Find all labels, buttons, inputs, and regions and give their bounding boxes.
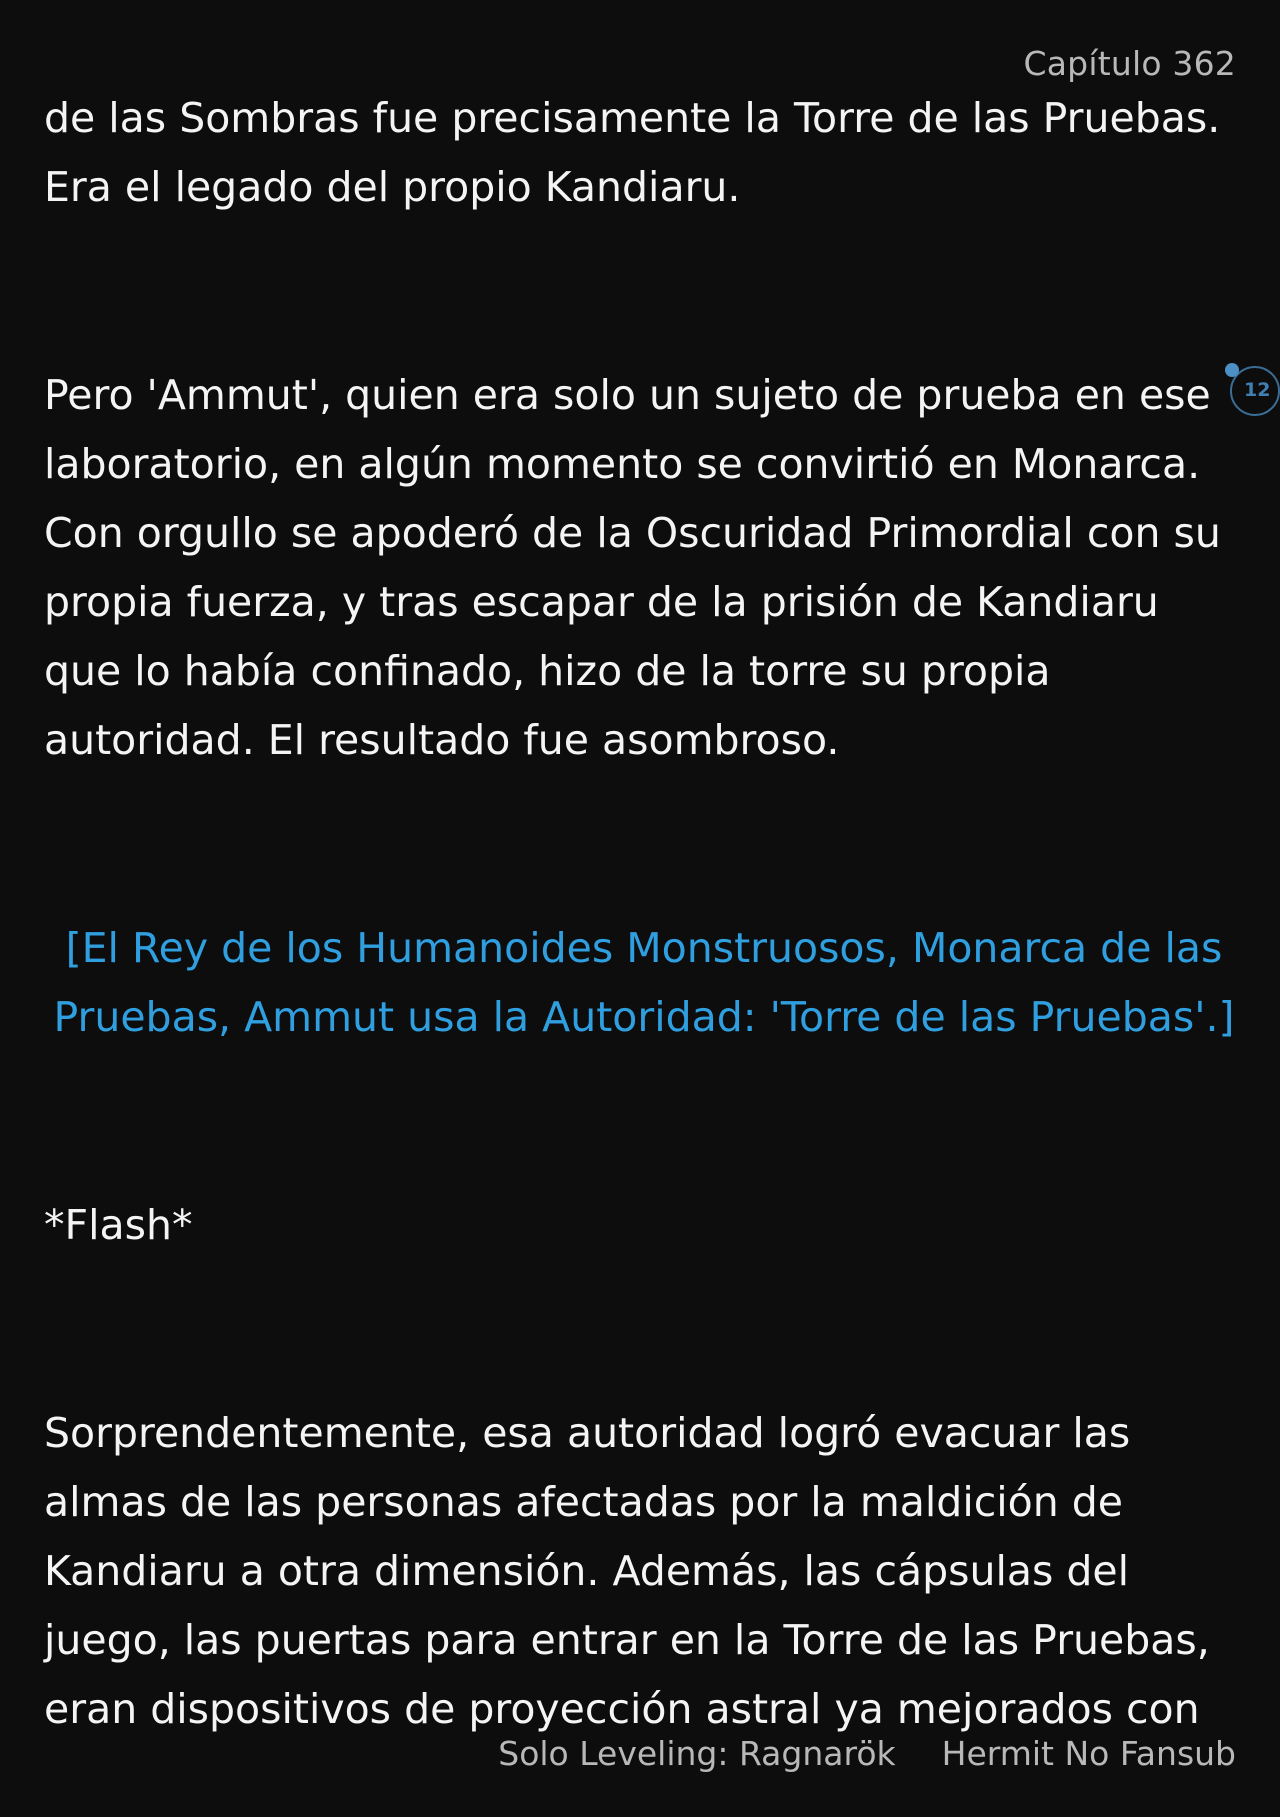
paragraph-spacer <box>44 1260 1244 1399</box>
chapter-title: Capítulo 362 <box>1023 44 1236 83</box>
translator-name: Hermit No Fansub <box>941 1734 1236 1773</box>
paragraph-flash: *Flash* <box>44 1201 193 1249</box>
paragraph-2: Pero 'Ammut', quien era solo un sujeto de prueba en ese laboratorio, en algún momento se convirtió en Monarca. Con orgullo se apoderó de la Oscuridad Primordial con su propia fuerza, y tras escapar de la prisión de Kandiaru que lo había confinado, hizo de la torre su propia autoridad. El resultado fue asombroso. <box>44 371 1221 764</box>
novel-title: Solo Leveling: Ragnarök <box>498 1734 896 1773</box>
scroll-dot-icon <box>1225 363 1239 377</box>
paragraph-4: Sorprendentemente, esa autoridad logró evacuar las almas de las personas afectadas por la maldición de Kandiaru a otra dimensión. Además, las cápsulas del juego, las puertas para entrar en la Torre de las Pruebas, eran dispositivos de proyección astral ya mejorados con <box>44 1409 1210 1733</box>
paragraph-spacer <box>44 1052 1244 1191</box>
paragraph-spacer <box>44 222 1244 361</box>
page-indicator[interactable] <box>1230 366 1280 420</box>
page-number: 12 <box>1244 379 1271 401</box>
paragraph-1: de las Sombras fue precisamente la Torre de las Pruebas. Era el legado del propio Kandiaru. <box>44 94 1221 211</box>
reader-content <box>44 84 1244 1744</box>
footer <box>498 1734 1236 1773</box>
paragraph-spacer <box>44 775 1244 914</box>
system-message: [El Rey de los Humanoides Monstruosos, Monarca de las Pruebas, Ammut usa la Autoridad: 'Torre de las Pruebas'.] <box>53 924 1235 1041</box>
